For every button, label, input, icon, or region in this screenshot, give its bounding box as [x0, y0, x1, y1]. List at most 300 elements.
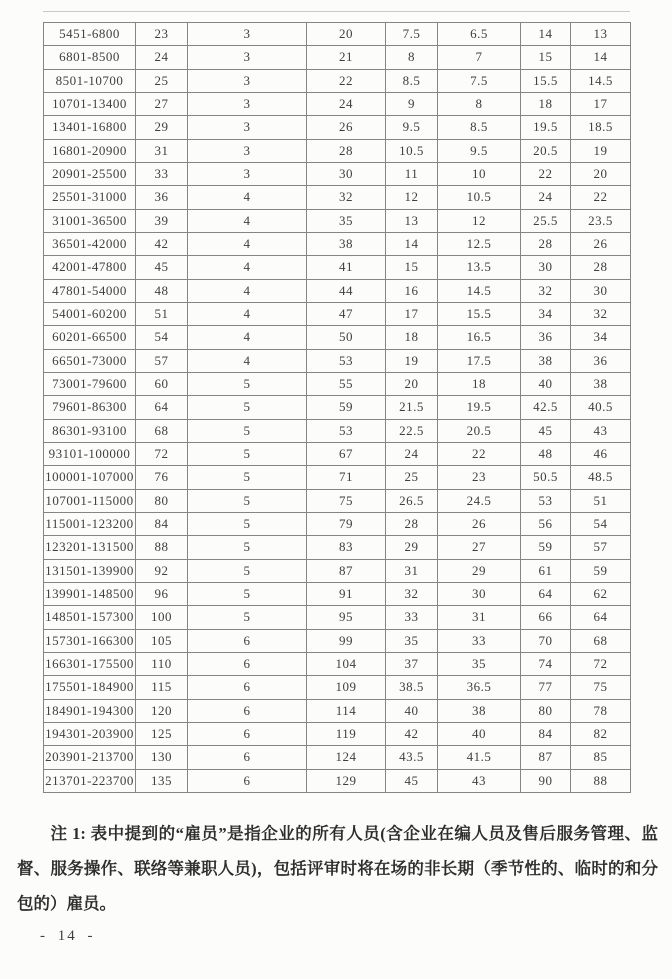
table-cell: 70 — [521, 629, 571, 652]
table-cell: 62 — [571, 582, 631, 605]
table-cell: 38 — [438, 699, 521, 722]
table-row — [44, 489, 631, 512]
table-cell: 45 — [521, 419, 571, 442]
table-cell: 77 — [521, 676, 571, 699]
table-cell: 36 — [571, 349, 631, 372]
table-cell: 54 — [136, 326, 188, 349]
table-cell: 114 — [307, 699, 386, 722]
table-cell: 20.5 — [521, 139, 571, 162]
table-cell: 75 — [307, 489, 386, 512]
table-cell: 30 — [307, 162, 386, 185]
table-cell: 6 — [188, 769, 307, 793]
table-cell: 4 — [188, 279, 307, 302]
table-cell: 4 — [188, 349, 307, 372]
table-cell: 203901-213700 — [44, 746, 136, 769]
table-cell: 10.5 — [386, 139, 438, 162]
table-cell: 37 — [386, 652, 438, 675]
table-cell: 3 — [188, 23, 307, 46]
table-cell: 22 — [521, 162, 571, 185]
table-cell: 6 — [188, 629, 307, 652]
table-cell: 24 — [307, 92, 386, 115]
table-cell: 50 — [307, 326, 386, 349]
table-row — [44, 186, 631, 209]
table-cell: 40 — [521, 372, 571, 395]
table-cell: 73001-79600 — [44, 372, 136, 395]
table-cell: 13 — [386, 209, 438, 232]
table-cell: 28 — [521, 232, 571, 255]
table-cell: 28 — [571, 256, 631, 279]
table-cell: 17.5 — [438, 349, 521, 372]
table-row — [44, 372, 631, 395]
table-cell: 123201-131500 — [44, 536, 136, 559]
table-cell: 72 — [571, 652, 631, 675]
table-row — [44, 302, 631, 325]
table-cell: 194301-203900 — [44, 722, 136, 745]
table-cell: 4 — [188, 232, 307, 255]
table-cell: 53 — [521, 489, 571, 512]
table-cell: 6 — [188, 699, 307, 722]
table-cell: 72 — [136, 442, 188, 465]
table-cell: 60 — [136, 372, 188, 395]
table-cell: 130 — [136, 746, 188, 769]
table-cell: 8.5 — [386, 69, 438, 92]
table-cell: 148501-157300 — [44, 606, 136, 629]
table-cell: 21 — [307, 46, 386, 69]
table-cell: 13.5 — [438, 256, 521, 279]
table-cell: 42 — [136, 232, 188, 255]
table-cell: 42 — [386, 722, 438, 745]
table-cell: 95 — [307, 606, 386, 629]
table-cell: 80 — [136, 489, 188, 512]
table-cell: 23.5 — [571, 209, 631, 232]
table-cell: 19.5 — [438, 396, 521, 419]
table-cell: 32 — [307, 186, 386, 209]
table-cell: 59 — [521, 536, 571, 559]
table-cell: 21.5 — [386, 396, 438, 419]
table-cell: 78 — [571, 699, 631, 722]
table-row — [44, 232, 631, 255]
table-row — [44, 536, 631, 559]
table-cell: 105 — [136, 629, 188, 652]
table-cell: 25.5 — [521, 209, 571, 232]
table-cell: 10701-13400 — [44, 92, 136, 115]
table-cell: 41 — [307, 256, 386, 279]
table-cell: 82 — [571, 722, 631, 745]
table-row — [44, 23, 631, 46]
table-cell: 42001-47800 — [44, 256, 136, 279]
table-cell: 71 — [307, 466, 386, 489]
table-cell: 24 — [521, 186, 571, 209]
table-cell: 26 — [571, 232, 631, 255]
table-cell: 166301-175500 — [44, 652, 136, 675]
table-cell: 91 — [307, 582, 386, 605]
audit-table-body — [44, 23, 631, 793]
table-cell: 64 — [136, 396, 188, 419]
table-cell: 18 — [438, 372, 521, 395]
table-cell: 20.5 — [438, 419, 521, 442]
table-cell: 61 — [521, 559, 571, 582]
table-cell: 7.5 — [386, 23, 438, 46]
table-cell: 7.5 — [438, 69, 521, 92]
table-cell: 16 — [386, 279, 438, 302]
table-row — [44, 46, 631, 69]
table-cell: 35 — [386, 629, 438, 652]
table-cell: 79601-86300 — [44, 396, 136, 419]
table-cell: 68 — [136, 419, 188, 442]
table-cell: 19 — [571, 139, 631, 162]
table-cell: 5451-6800 — [44, 23, 136, 46]
table-cell: 8 — [386, 46, 438, 69]
table-cell: 56 — [521, 512, 571, 535]
table-cell: 7 — [438, 46, 521, 69]
table-row — [44, 582, 631, 605]
table-row — [44, 699, 631, 722]
table-cell: 5 — [188, 396, 307, 419]
table-row — [44, 746, 631, 769]
table-cell: 47 — [307, 302, 386, 325]
table-row — [44, 69, 631, 92]
table-cell: 36 — [136, 186, 188, 209]
table-cell: 48 — [521, 442, 571, 465]
table-cell: 5 — [188, 372, 307, 395]
table-cell: 84 — [521, 722, 571, 745]
table-row — [44, 606, 631, 629]
table-cell: 88 — [571, 769, 631, 793]
table-cell: 20 — [307, 23, 386, 46]
table-cell: 18 — [386, 326, 438, 349]
table-cell: 35 — [307, 209, 386, 232]
table-cell: 14 — [521, 23, 571, 46]
table-cell: 175501-184900 — [44, 676, 136, 699]
table-cell: 19 — [386, 349, 438, 372]
table-top-remnant-line — [43, 11, 630, 12]
table-cell: 57 — [571, 536, 631, 559]
table-cell: 41.5 — [438, 746, 521, 769]
table-cell: 10 — [438, 162, 521, 185]
table-cell: 99 — [307, 629, 386, 652]
table-cell: 5 — [188, 559, 307, 582]
table-cell: 31001-36500 — [44, 209, 136, 232]
table-cell: 8501-10700 — [44, 69, 136, 92]
footer-page-number: - 14 - — [40, 928, 95, 944]
table-cell: 44 — [307, 279, 386, 302]
table-cell: 131501-139900 — [44, 559, 136, 582]
table-cell: 9.5 — [438, 139, 521, 162]
table-cell: 53 — [307, 349, 386, 372]
table-cell: 57 — [136, 349, 188, 372]
table-cell: 59 — [571, 559, 631, 582]
table-cell: 3 — [188, 92, 307, 115]
table-row — [44, 349, 631, 372]
table-cell: 110 — [136, 652, 188, 675]
table-cell: 124 — [307, 746, 386, 769]
table-cell: 12.5 — [438, 232, 521, 255]
table-cell: 6 — [188, 722, 307, 745]
table-cell: 22 — [438, 442, 521, 465]
table-cell: 48 — [136, 279, 188, 302]
table-cell: 13 — [571, 23, 631, 46]
table-cell: 87 — [521, 746, 571, 769]
table-cell: 38 — [571, 372, 631, 395]
table-cell: 84 — [136, 512, 188, 535]
table-row — [44, 209, 631, 232]
table-cell: 36 — [521, 326, 571, 349]
table-cell: 19.5 — [521, 116, 571, 139]
table-cell: 22.5 — [386, 419, 438, 442]
table-row — [44, 652, 631, 675]
table-cell: 24 — [386, 442, 438, 465]
audit-table — [43, 22, 631, 793]
table-cell: 8.5 — [438, 116, 521, 139]
table-cell: 5 — [188, 536, 307, 559]
table-cell: 45 — [136, 256, 188, 279]
table-cell: 5 — [188, 466, 307, 489]
table-cell: 26.5 — [386, 489, 438, 512]
table-row — [44, 629, 631, 652]
table-cell: 51 — [136, 302, 188, 325]
table-row — [44, 279, 631, 302]
table-cell: 31 — [386, 559, 438, 582]
table-cell: 14 — [571, 46, 631, 69]
table-cell: 27 — [136, 92, 188, 115]
table-cell: 14 — [386, 232, 438, 255]
table-cell: 3 — [188, 139, 307, 162]
table-cell: 32 — [521, 279, 571, 302]
table-cell: 93101-100000 — [44, 442, 136, 465]
table-cell: 4 — [188, 302, 307, 325]
table-cell: 4 — [188, 326, 307, 349]
table-cell: 33 — [136, 162, 188, 185]
table-cell: 5 — [188, 442, 307, 465]
table-cell: 83 — [307, 536, 386, 559]
table-cell: 64 — [571, 606, 631, 629]
table-cell: 14.5 — [571, 69, 631, 92]
table-cell: 67 — [307, 442, 386, 465]
table-cell: 38 — [307, 232, 386, 255]
table-row — [44, 512, 631, 535]
table-cell: 24 — [136, 46, 188, 69]
table-cell: 27 — [438, 536, 521, 559]
table-cell: 42.5 — [521, 396, 571, 419]
table-cell: 125 — [136, 722, 188, 745]
table-row — [44, 442, 631, 465]
table-row — [44, 419, 631, 442]
table-cell: 6.5 — [438, 23, 521, 46]
table-cell: 184901-194300 — [44, 699, 136, 722]
table-cell: 66 — [521, 606, 571, 629]
table-cell: 34 — [521, 302, 571, 325]
table-cell: 107001-115000 — [44, 489, 136, 512]
table-cell: 34 — [571, 326, 631, 349]
table-cell: 3 — [188, 69, 307, 92]
table-cell: 92 — [136, 559, 188, 582]
table-cell: 18.5 — [571, 116, 631, 139]
table-cell: 38 — [521, 349, 571, 372]
table-row — [44, 139, 631, 162]
table-cell: 40 — [438, 722, 521, 745]
table-cell: 3 — [188, 46, 307, 69]
table-cell: 135 — [136, 769, 188, 793]
table-row — [44, 92, 631, 115]
table-cell: 6 — [188, 746, 307, 769]
table-cell: 23 — [136, 23, 188, 46]
table-cell: 119 — [307, 722, 386, 745]
table-row — [44, 676, 631, 699]
table-cell: 25501-31000 — [44, 186, 136, 209]
table-cell: 25 — [386, 466, 438, 489]
table-cell: 16801-20900 — [44, 139, 136, 162]
table-cell: 40.5 — [571, 396, 631, 419]
table-cell: 18 — [521, 92, 571, 115]
table-cell: 17 — [571, 92, 631, 115]
table-cell: 45 — [386, 769, 438, 793]
table-cell: 15.5 — [521, 69, 571, 92]
table-cell: 31 — [438, 606, 521, 629]
table-cell: 115001-123200 — [44, 512, 136, 535]
table-cell: 33 — [386, 606, 438, 629]
table-row — [44, 116, 631, 139]
table-cell: 4 — [188, 209, 307, 232]
table-cell: 139901-148500 — [44, 582, 136, 605]
table-cell: 5 — [188, 512, 307, 535]
table-cell: 12 — [438, 209, 521, 232]
table-cell: 28 — [307, 139, 386, 162]
table-cell: 43 — [438, 769, 521, 793]
table-cell: 5 — [188, 606, 307, 629]
table-cell: 29 — [438, 559, 521, 582]
table-cell: 11 — [386, 162, 438, 185]
table-cell: 54001-60200 — [44, 302, 136, 325]
table-cell: 23 — [438, 466, 521, 489]
table-cell: 20 — [571, 162, 631, 185]
table-cell: 24.5 — [438, 489, 521, 512]
table-cell: 120 — [136, 699, 188, 722]
table-cell: 47801-54000 — [44, 279, 136, 302]
table-cell: 30 — [521, 256, 571, 279]
table-cell: 31 — [136, 139, 188, 162]
table-cell: 55 — [307, 372, 386, 395]
table-cell: 100001-107000 — [44, 466, 136, 489]
table-cell: 29 — [386, 536, 438, 559]
table-cell: 14.5 — [438, 279, 521, 302]
table-cell: 4 — [188, 256, 307, 279]
note-paragraph — [17, 816, 658, 921]
table-row — [44, 326, 631, 349]
table-cell: 36.5 — [438, 676, 521, 699]
table-cell: 88 — [136, 536, 188, 559]
table-row — [44, 162, 631, 185]
table-cell: 50.5 — [521, 466, 571, 489]
table-cell: 28 — [386, 512, 438, 535]
table-cell: 33 — [438, 629, 521, 652]
table-row — [44, 769, 631, 793]
table-cell: 9 — [386, 92, 438, 115]
table-row — [44, 466, 631, 489]
table-cell: 17 — [386, 302, 438, 325]
table-cell: 26 — [307, 116, 386, 139]
table-cell: 10.5 — [438, 186, 521, 209]
table-cell: 39 — [136, 209, 188, 232]
table-cell: 5 — [188, 489, 307, 512]
table-cell: 51 — [571, 489, 631, 512]
table-cell: 25 — [136, 69, 188, 92]
note-text: 表中提到的“雇员”是指企业的所有人员(含企业在编人员及售后服务管理、监督、服务操作、联络等兼职人员)，包括评审时将在场的非长期（季节性的、临时的和分包的）雇员。 — [17, 823, 659, 913]
note-label: 注 1: — [50, 823, 86, 843]
table-cell: 9.5 — [386, 116, 438, 139]
table-cell: 32 — [386, 582, 438, 605]
table-cell: 3 — [188, 116, 307, 139]
table-cell: 13401-16800 — [44, 116, 136, 139]
table-cell: 53 — [307, 419, 386, 442]
table-cell: 54 — [571, 512, 631, 535]
table-cell: 35 — [438, 652, 521, 675]
table-cell: 38.5 — [386, 676, 438, 699]
table-cell: 6 — [188, 676, 307, 699]
table-cell: 12 — [386, 186, 438, 209]
table-cell: 29 — [136, 116, 188, 139]
table-cell: 74 — [521, 652, 571, 675]
table-cell: 3 — [188, 162, 307, 185]
table-row — [44, 256, 631, 279]
table-cell: 115 — [136, 676, 188, 699]
table-cell: 79 — [307, 512, 386, 535]
table-cell: 46 — [571, 442, 631, 465]
table-cell: 30 — [438, 582, 521, 605]
table-cell: 4 — [188, 186, 307, 209]
table-cell: 36501-42000 — [44, 232, 136, 255]
table-cell: 64 — [521, 582, 571, 605]
table-cell: 15 — [386, 256, 438, 279]
table-cell: 20901-25500 — [44, 162, 136, 185]
table-cell: 40 — [386, 699, 438, 722]
table-cell: 16.5 — [438, 326, 521, 349]
table-cell: 87 — [307, 559, 386, 582]
table-cell: 32 — [571, 302, 631, 325]
table-cell: 75 — [571, 676, 631, 699]
table-cell: 30 — [571, 279, 631, 302]
table-cell: 15.5 — [438, 302, 521, 325]
table-cell: 109 — [307, 676, 386, 699]
table-cell: 59 — [307, 396, 386, 419]
table-cell: 66501-73000 — [44, 349, 136, 372]
table-cell: 129 — [307, 769, 386, 793]
table-cell: 5 — [188, 582, 307, 605]
table-cell: 22 — [571, 186, 631, 209]
table-cell: 100 — [136, 606, 188, 629]
table-row — [44, 396, 631, 419]
table-cell: 104 — [307, 652, 386, 675]
table-cell: 76 — [136, 466, 188, 489]
table-cell: 6801-8500 — [44, 46, 136, 69]
table-cell: 6 — [188, 652, 307, 675]
table-cell: 60201-66500 — [44, 326, 136, 349]
table-cell: 68 — [571, 629, 631, 652]
table-row — [44, 559, 631, 582]
table-cell: 22 — [307, 69, 386, 92]
table-cell: 90 — [521, 769, 571, 793]
table-cell: 96 — [136, 582, 188, 605]
table-row — [44, 722, 631, 745]
table-cell: 26 — [438, 512, 521, 535]
table-cell: 85 — [571, 746, 631, 769]
table-cell: 43 — [571, 419, 631, 442]
table-cell: 213701-223700 — [44, 769, 136, 793]
table-cell: 15 — [521, 46, 571, 69]
table-cell: 5 — [188, 419, 307, 442]
table-cell: 80 — [521, 699, 571, 722]
table-cell: 20 — [386, 372, 438, 395]
table-cell: 157301-166300 — [44, 629, 136, 652]
